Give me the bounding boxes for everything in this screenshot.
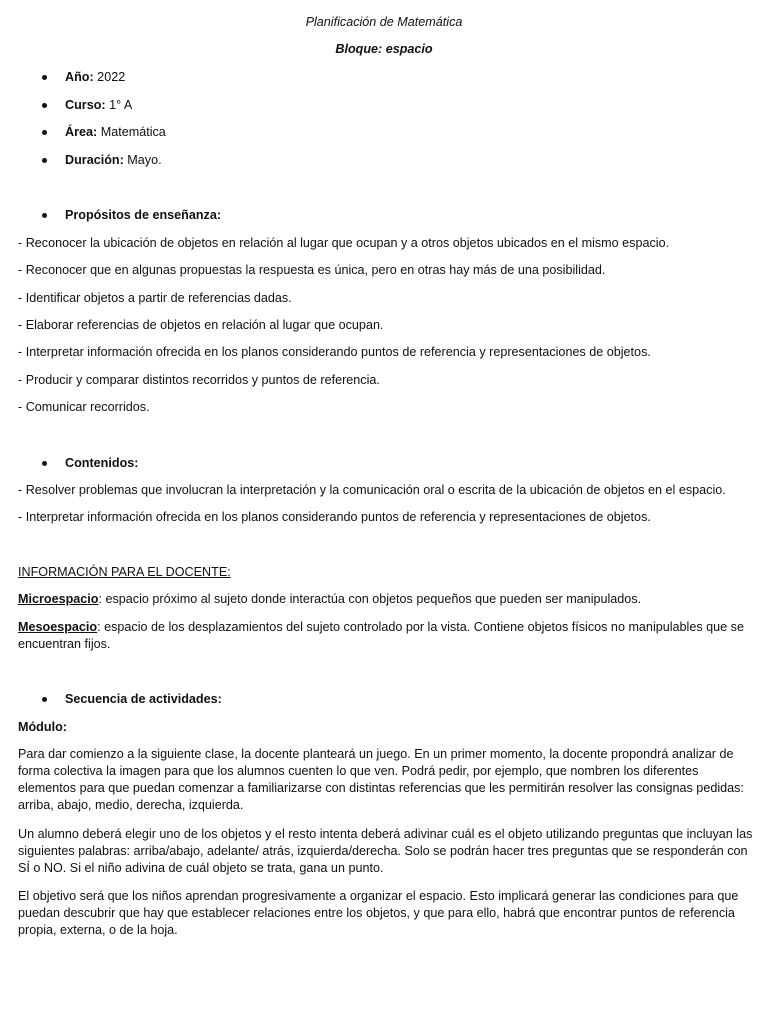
info-label: Duración:	[65, 153, 124, 167]
activity-paragraph: Un alumno deberá elegir uno de los objetos y el resto intenta deberá adivinar cuál es el objeto utilizando preguntas que incluyan las siguientes palabras: arriba/abajo, adelante/ atrás, izquierda/derecha. Solo se podrán hacer tres preguntas que se responderán con SÍ o NO. Si el niño adivina de cuál objeto se trata, gana un punto.	[18, 827, 753, 875]
document-subtitle: Bloque: espacio	[335, 42, 433, 56]
section-heading-text: Propósitos de enseñanza:	[65, 208, 222, 222]
proposito-item: - Reconocer la ubicación de objetos en relación al lugar que ocupan y a otros objetos ubicados en el mismo espacio.	[18, 236, 670, 250]
info-value: 1° A	[105, 98, 133, 112]
bullet-icon	[42, 213, 47, 218]
contenido-item: - Resolver problemas que involucran la interpretación y la comunicación oral o escrita de la ubicación de objetos en el espacio.	[18, 483, 726, 497]
mesoespacio-definition	[18, 619, 753, 653]
modulo-heading: Módulo:	[18, 720, 67, 734]
docente-heading: INFORMACIÓN PARA EL DOCENTE:	[18, 565, 231, 579]
info-label: Área:	[65, 125, 98, 139]
microespacio-text: : espacio próximo al sujeto donde interactúa con objetos pequeños que pueden ser manipulados.	[98, 592, 642, 606]
contenido-item: - Interpretar información ofrecida en los planos considerando puntos de referencia y representaciones de objetos.	[18, 510, 651, 524]
bullet-icon	[42, 130, 47, 135]
info-value: Mayo.	[123, 153, 162, 167]
proposito-item: - Interpretar información ofrecida en los planos considerando puntos de referencia y representaciones de objetos.	[18, 345, 651, 359]
proposito-item: - Identificar objetos a partir de referencias dadas.	[18, 291, 292, 305]
document-title: Planificación de Matemática	[305, 15, 463, 29]
bullet-icon	[42, 103, 47, 108]
bullet-icon	[42, 461, 47, 466]
microespacio-term: Microespacio	[18, 592, 99, 606]
mesoespacio-term: Mesoespacio	[18, 620, 98, 634]
info-value: Matemática	[97, 125, 166, 139]
section-heading-text: Contenidos:	[65, 456, 139, 470]
proposito-item: - Producir y comparar distintos recorridos y puntos de referencia.	[18, 373, 380, 387]
activity-paragraph: Para dar comienzo a la siguiente clase, la docente planteará un juego. En un primer momento, la docente propondrá analizar de forma colectiva la imagen para que los alumnos cuenten lo que ven. Podrá pedir, por ejemplo, que nombren los diferentes elementos para que puedan comenzar a familiarizarse con distintas referencias que les permitirán resolver las consignas pedidas: arriba, abajo, medio, derecha, izquierda.	[18, 747, 744, 812]
mesoespacio-text: : espacio de los desplazamientos del sujeto controlado por la vista. Contiene objetos físicos no manipulables que se encuentran fijos.	[18, 620, 744, 651]
proposito-item: - Comunicar recorridos.	[18, 400, 150, 414]
bullet-icon	[42, 158, 47, 163]
section-heading-text: Secuencia de actividades:	[65, 692, 222, 706]
bullet-icon	[42, 75, 47, 80]
info-label: Año:	[65, 70, 94, 84]
proposito-item: - Elaborar referencias de objetos en relación al lugar que ocupan.	[18, 318, 384, 332]
activity-paragraph: El objetivo será que los niños aprendan progresivamente a organizar el espacio. Esto implicará generar las condiciones para que puedan descubrir que hay que establecer relaciones entre los objetos, y que para ello, habrá que encontrar puntos de referencia propia, externa, o de la hoja.	[18, 889, 739, 937]
proposito-item: - Reconocer que en algunas propuestas la respuesta es única, pero en otras hay más de una posibilidad.	[18, 263, 606, 277]
microespacio-definition	[18, 591, 753, 608]
info-value: 2022	[93, 70, 126, 84]
info-label: Curso:	[65, 98, 106, 112]
bullet-icon	[42, 697, 47, 702]
